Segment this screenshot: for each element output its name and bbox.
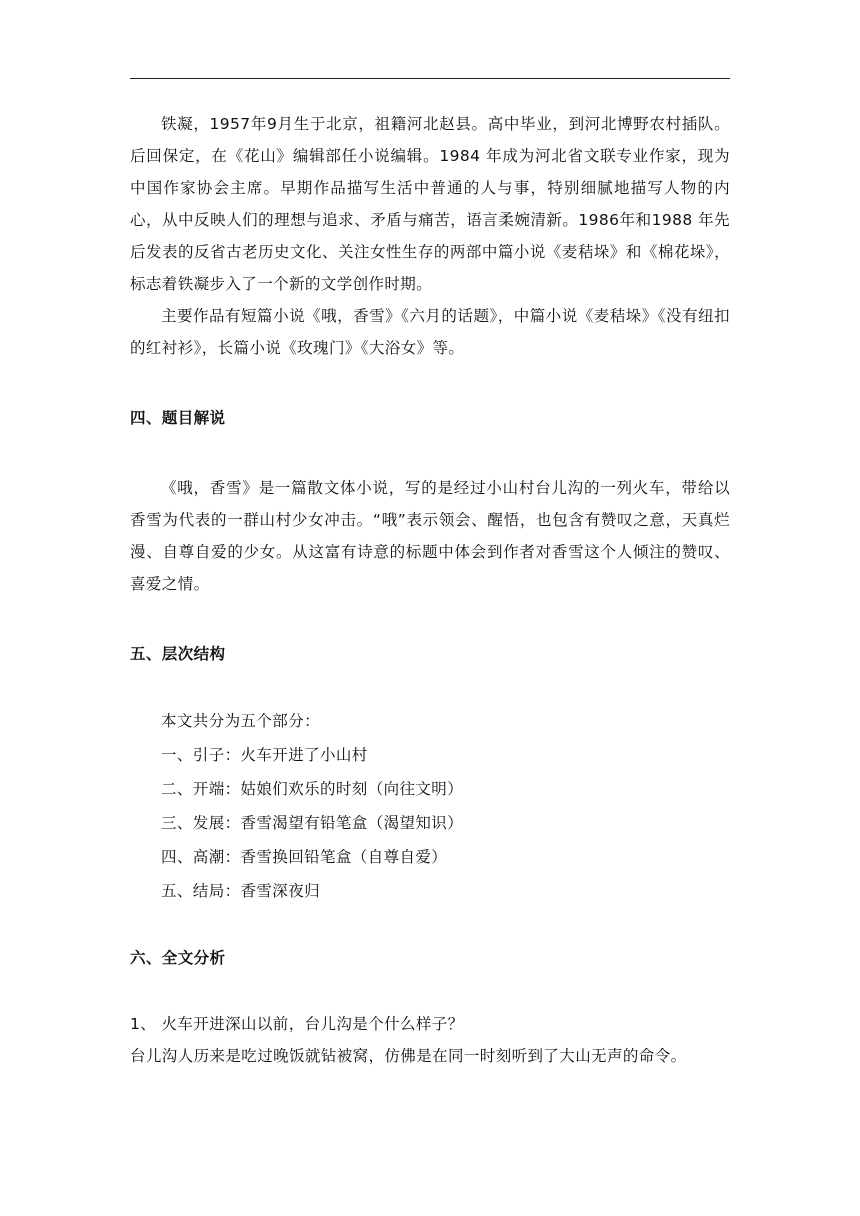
list-item: 四、高潮：香雪换回铅笔盒（自尊自爱） — [161, 848, 448, 866]
title-explanation-paragraph: 《哦，香雪》是一篇散文体小说，写的是经过小山村台儿沟的一列火车，带给以香雪为代表的一群山村少女冲击。“哦”表示领会、醒悟，也包含有赞叹之意，天真烂漫、自尊自爱的少女。从这富有诗意的标题中体会到作者对香雪这个人倾注的赞叹、喜爱之情。 — [130, 479, 730, 593]
analysis-question-1: 1、 火车开进深山以前，台儿沟是个什么样子？ — [130, 1015, 464, 1033]
structure-list — [130, 704, 730, 908]
section-heading-analysis: 六、全文分析 — [130, 949, 226, 967]
list-item: 五、结局：香雪深夜归 — [161, 882, 321, 900]
list-item: 二、开端：姑娘们欢乐的时刻（向往文明） — [161, 780, 464, 798]
document-body — [130, 108, 730, 1072]
analysis-answer-1: 台儿沟人历来是吃过晚饭就钻被窝，仿佛是在同一时刻听到了大山无声的命令。 — [130, 1047, 687, 1065]
section-heading-structure: 五、层次结构 — [130, 645, 226, 663]
header-rule — [130, 78, 730, 79]
list-item: 三、发展：香雪渴望有铅笔盒（渴望知识） — [161, 814, 464, 832]
major-works-paragraph: 主要作品有短篇小说《哦，香雪》《六月的话题》，中篇小说《麦秸垛》《没有纽扣的红衬衫》，长篇小说《玫瑰门》《大浴女》等。 — [130, 307, 730, 357]
author-bio-paragraph: 铁凝，1957年9月生于北京，祖籍河北赵县。高中毕业，到河北博野农村插队。后回保定，在《花山》编辑部任小说编辑。1984 年成为河北省文联专业作家，现为中国作家协会主席。早期作品描写生活中普通的人与事，特别细腻地描写人物的内心，从中反映人们的理想与追求、矛盾与痛苦，语言柔婉清新。1986年和1988 年先后发表的反省古老历史文化、关注女性生存的两部中篇小说《麦秸垛》和《棉花垛》，标志着铁凝步入了一个新的文学创作时期。 — [130, 115, 730, 293]
list-item: 一、引子：火车开进了小山村 — [161, 746, 368, 764]
list-item: 本文共分为五个部分： — [161, 712, 321, 730]
section-heading-title-explanation: 四、题目解说 — [130, 409, 226, 427]
